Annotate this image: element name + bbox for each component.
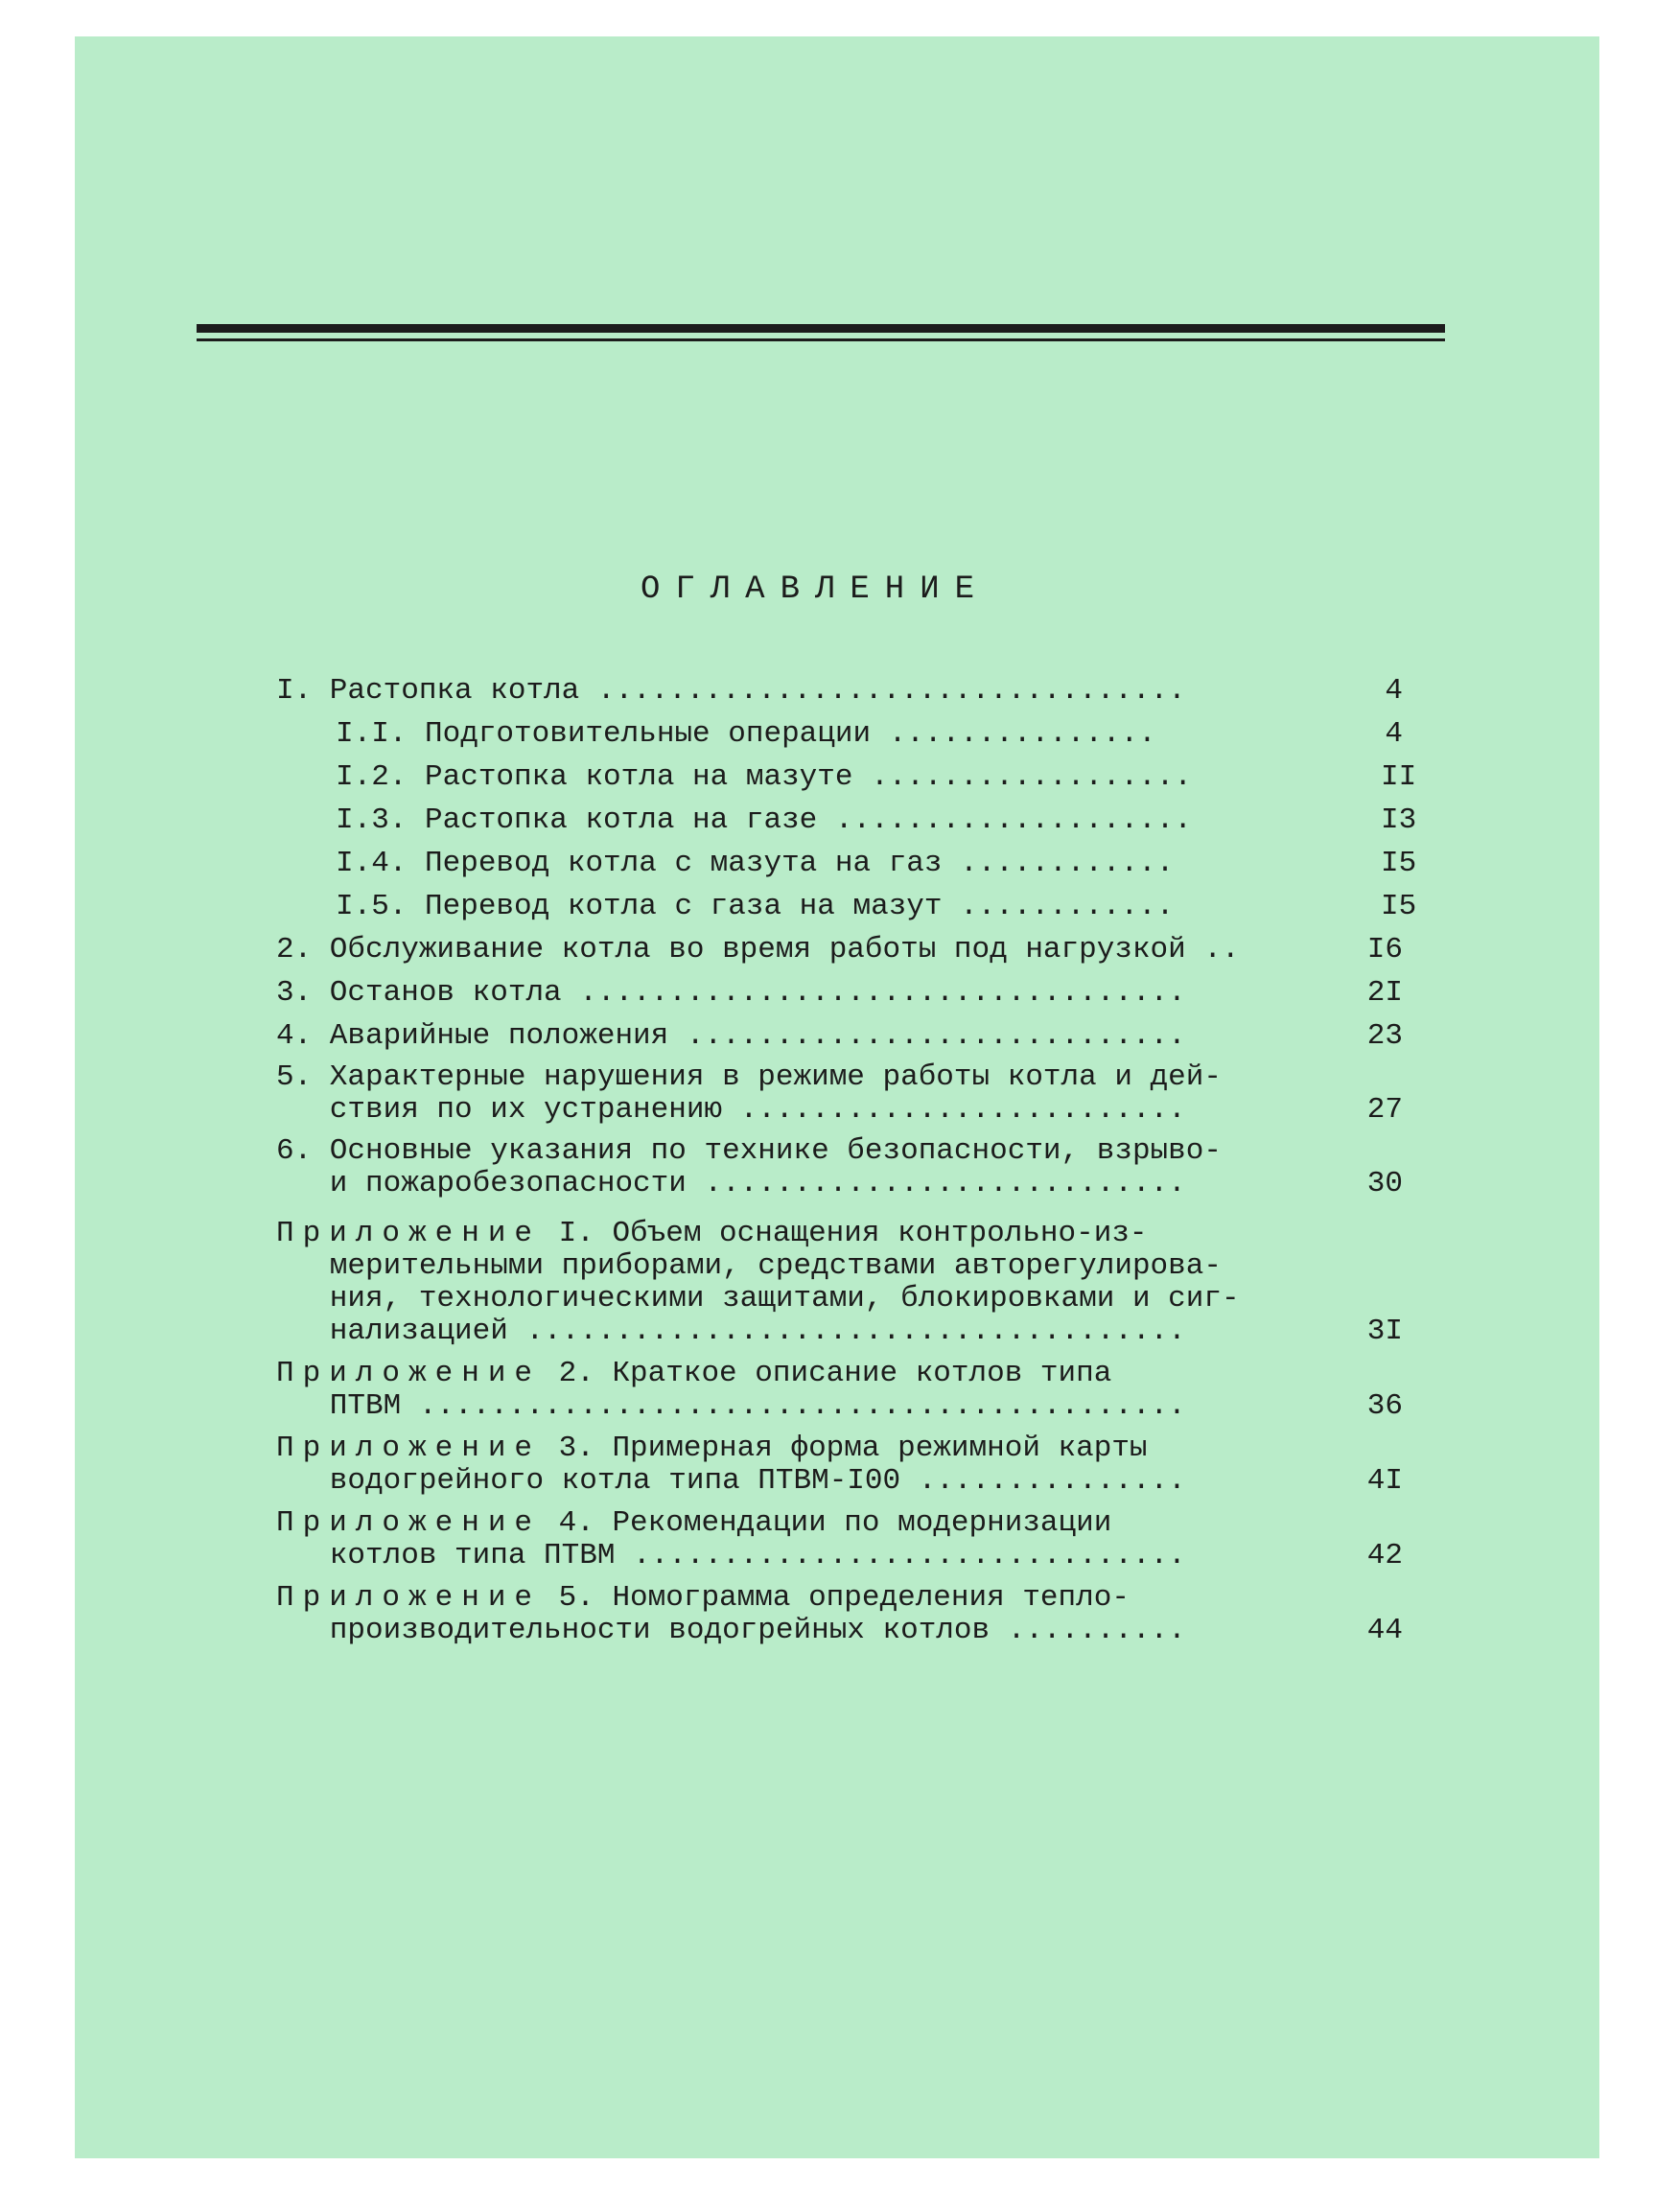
toc-entry-text: I.3. Растопка котла на газе .................... bbox=[336, 803, 1192, 837]
toc-entry-page: II bbox=[1381, 760, 1417, 794]
toc-entry-page: 27 bbox=[1366, 1093, 1403, 1127]
toc-entry-page: 44 bbox=[1366, 1614, 1403, 1647]
toc-entry-text: I. Растопка котла ................................. bbox=[276, 674, 1186, 708]
toc-entry bbox=[276, 751, 1417, 794]
toc-entry bbox=[276, 837, 1417, 880]
toc-entry-line: производительности водогрейных котлов .......... bbox=[276, 1614, 1186, 1647]
appendix-label: Приложение bbox=[276, 1581, 542, 1615]
toc-entry-line: 5. Характерные нарушения в режиме работы котла и дей- bbox=[276, 1060, 1222, 1094]
toc-entry-text bbox=[276, 1507, 1321, 1572]
toc-entry-line: и пожаробезопасности ........................... bbox=[276, 1167, 1186, 1200]
toc-entry-text bbox=[276, 1582, 1321, 1647]
toc-entry bbox=[276, 708, 1403, 751]
toc-entry-page: 2I bbox=[1366, 976, 1403, 1010]
toc-entry-line: ПТВМ ........................................... bbox=[276, 1389, 1186, 1423]
table-of-contents bbox=[276, 664, 1417, 1647]
header-rule-thick bbox=[197, 324, 1445, 333]
toc-entry-line: нализацией ..................................... bbox=[276, 1315, 1186, 1348]
toc-entry-text: I.2. Растопка котла на мазуте .................. bbox=[336, 760, 1192, 794]
toc-entry-page: 23 bbox=[1366, 1019, 1403, 1053]
toc-entry bbox=[276, 1348, 1403, 1423]
toc-entry-line: 6. Основные указания по технике безопасности, взрыво- bbox=[276, 1134, 1222, 1168]
appendix-label: Приложение bbox=[276, 1217, 542, 1250]
appendix-title: I. Объем оснащения контрольно-из- bbox=[541, 1217, 1148, 1250]
appendix-title: 4. Рекомендации по модернизации bbox=[541, 1506, 1112, 1540]
toc-entry bbox=[276, 664, 1403, 708]
toc-entry-page: I6 bbox=[1366, 933, 1403, 966]
toc-entry-page: I3 bbox=[1381, 803, 1417, 837]
toc-entry bbox=[276, 1498, 1403, 1572]
toc-entry-page: 3I bbox=[1366, 1315, 1403, 1348]
toc-entry-text bbox=[276, 1358, 1321, 1423]
toc-entry bbox=[276, 1423, 1403, 1498]
toc-entry bbox=[276, 794, 1417, 837]
appendix-title: 2. Краткое описание котлов типа bbox=[541, 1357, 1112, 1390]
toc-entry-text bbox=[276, 1135, 1321, 1200]
toc-entry-text: I.5. Перевод котла с газа на мазут ............ bbox=[336, 890, 1175, 923]
toc-entry-text: 3. Останов котла .................................. bbox=[276, 976, 1186, 1010]
toc-entry-page: I5 bbox=[1381, 890, 1417, 923]
toc-entry bbox=[276, 1010, 1403, 1053]
toc-entry bbox=[276, 966, 1403, 1010]
toc-entry bbox=[276, 1572, 1403, 1647]
toc-entry bbox=[276, 1053, 1403, 1127]
toc-entry-page: 4I bbox=[1366, 1464, 1403, 1498]
toc-entry-page: 4 bbox=[1385, 717, 1403, 751]
toc-entry-page: 4 bbox=[1385, 674, 1403, 708]
appendix-label: Приложение bbox=[276, 1432, 542, 1465]
toc-entry-text: 4. Аварийные положения ............................ bbox=[276, 1019, 1186, 1053]
toc-entry-page: 36 bbox=[1366, 1389, 1403, 1423]
toc-entry-line bbox=[276, 1582, 1321, 1615]
header-rule-thin bbox=[197, 338, 1445, 341]
toc-entry-text bbox=[276, 1218, 1321, 1348]
appendix-title: 5. Номограмма определения тепло- bbox=[541, 1581, 1130, 1615]
toc-entry-page: I5 bbox=[1381, 847, 1417, 880]
toc-entry bbox=[276, 1127, 1403, 1200]
appendix-label: Приложение bbox=[276, 1506, 542, 1540]
appendix-label: Приложение bbox=[276, 1357, 542, 1390]
toc-entry-line bbox=[276, 1358, 1321, 1390]
toc-entry-page: 42 bbox=[1366, 1539, 1403, 1572]
toc-entry-line: водогрейного котла типа ПТВМ-I00 ............... bbox=[276, 1464, 1186, 1498]
toc-entry-line bbox=[276, 1507, 1321, 1540]
toc-entry bbox=[276, 1200, 1403, 1348]
toc-entry-text: 2. Обслуживание котла во время работы под нагрузкой .. bbox=[276, 933, 1240, 966]
toc-title: ОГЛАВЛЕНИЕ bbox=[640, 571, 991, 608]
toc-entry bbox=[276, 880, 1417, 923]
toc-entry bbox=[276, 923, 1403, 966]
toc-entry-line bbox=[276, 1432, 1321, 1465]
toc-entry-line: ствия по их устранению ......................... bbox=[276, 1093, 1186, 1127]
appendix-title: 3. Примерная форма режимной карты bbox=[541, 1432, 1148, 1465]
toc-entry-page: 30 bbox=[1366, 1167, 1403, 1200]
toc-entry-line bbox=[276, 1218, 1321, 1250]
toc-entry-line: мерительными приборами, средствами авторегулирова- bbox=[276, 1249, 1222, 1283]
toc-entry-line: ния, технологическими защитами, блокировками и сиг- bbox=[276, 1282, 1240, 1316]
toc-entry-text: I.I. Подготовительные операции ............... bbox=[336, 717, 1156, 751]
toc-entry-text: I.4. Перевод котла с мазута на газ ............ bbox=[336, 847, 1175, 880]
toc-entry-text bbox=[276, 1061, 1321, 1127]
toc-entry-text bbox=[276, 1432, 1321, 1498]
toc-entry-line: котлов типа ПТВМ ............................... bbox=[276, 1539, 1186, 1572]
